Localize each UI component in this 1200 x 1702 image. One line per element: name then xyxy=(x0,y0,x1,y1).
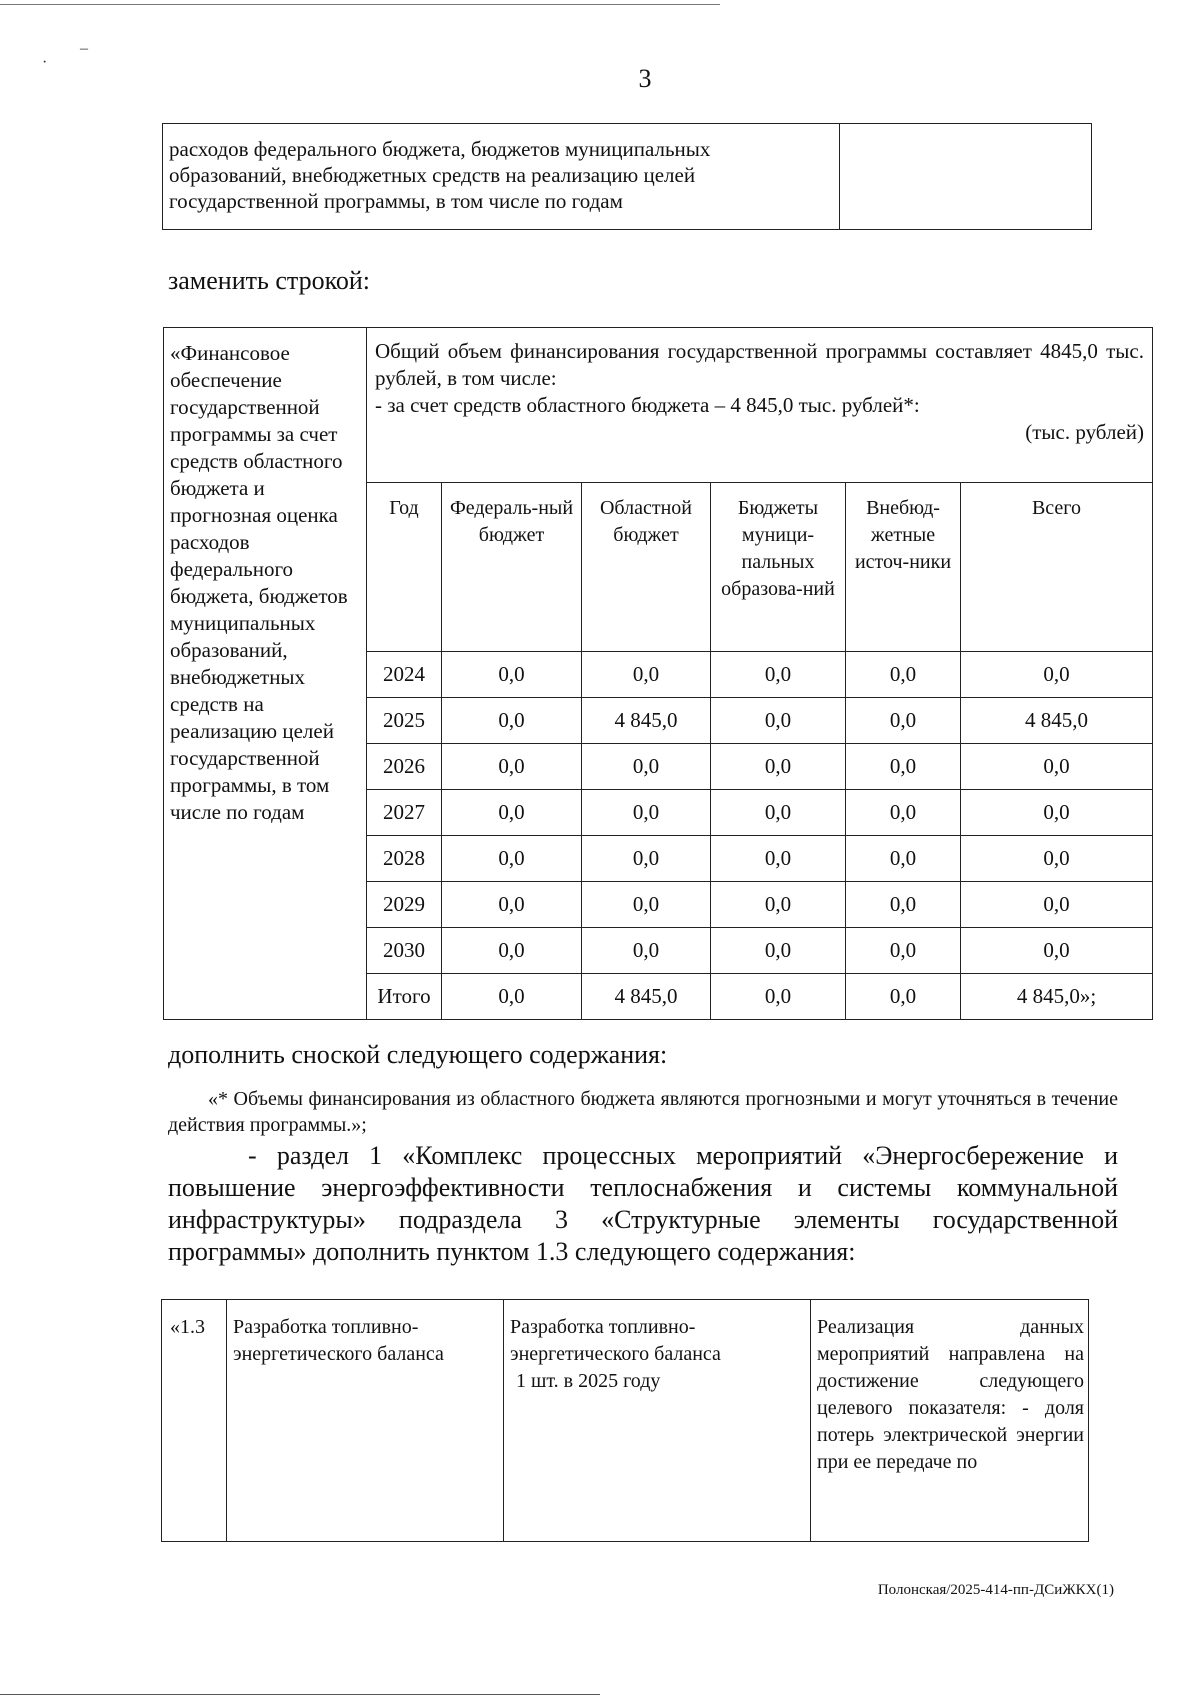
cell-regional: 0,0 xyxy=(582,927,711,973)
cell-municipal: 0,0 xyxy=(711,697,846,743)
financing-table xyxy=(163,327,1153,1020)
cell-regional: 4 845,0 xyxy=(582,973,711,1019)
cell-extrabudgetary: 0,0 xyxy=(846,835,961,881)
cell-total: 0,0 xyxy=(961,927,1153,973)
unit-label: (тыс. рублей) xyxy=(1025,420,1144,444)
cell-year: 2026 xyxy=(367,743,442,789)
cell-municipal: 0,0 xyxy=(711,881,846,927)
page-number: 3 xyxy=(638,64,652,93)
section-text: - раздел 1 «Комплекс процессных мероприятий «Энергосбережение и повышение энергоэффективности теплоснабжения и системы коммунальной инфраструктуры» подраздела 3 «Структурные элементы государственной программы» дополнить пунктом 1.3 следующего содержания: xyxy=(168,1141,1118,1266)
cell-year: 2030 xyxy=(367,927,442,973)
cell-municipal: 0,0 xyxy=(711,743,846,789)
item-description: Реализация данных мероприятий направлена на достижение следующего целевого показателя: - доля потерь электрической энергии при ее передаче по xyxy=(811,1300,1089,1542)
financing-row-label: «Финансовое обеспечение государственной программы за счет средств областного бюджета и прогнозная оценка расходов федерального бюджета, бюджетов муниципальных образований, внебюджетных средств на реализацию целей государственной программы, в том числе по годам xyxy=(164,328,367,1020)
cell-extrabudgetary: 0,0 xyxy=(846,881,961,927)
cell-total: 4 845,0 xyxy=(961,697,1153,743)
cell-regional: 0,0 xyxy=(582,835,711,881)
cell-year: 2028 xyxy=(367,835,442,881)
footnote-text: «* Объемы финансирования из областного бюджета являются прогнозными и могут уточняться в течение действия программы.»; xyxy=(168,1088,1118,1136)
header-total: Всего xyxy=(961,483,1153,652)
cell-federal: 0,0 xyxy=(442,743,582,789)
item-result-quantity: 1 шт. в 2025 году xyxy=(516,1370,661,1392)
scan-edge-bottom xyxy=(0,1694,600,1695)
cell-extrabudgetary: 0,0 xyxy=(846,743,961,789)
header-federal: Федераль-ный бюджет xyxy=(442,483,582,652)
cell-total: 0,0 xyxy=(961,881,1153,927)
cell-regional: 4 845,0 xyxy=(582,697,711,743)
financing-summary xyxy=(367,328,1153,483)
old-row-empty-cell xyxy=(840,124,1092,230)
cell-extrabudgetary: 0,0 xyxy=(846,973,961,1019)
cell-year: Итого xyxy=(367,973,442,1019)
cell-federal: 0,0 xyxy=(442,881,582,927)
cell-municipal: 0,0 xyxy=(711,973,846,1019)
cell-regional: 0,0 xyxy=(582,743,711,789)
structural-element-table xyxy=(161,1299,1089,1542)
add-footnote-label: дополнить сноской следующего содержания: xyxy=(168,1040,668,1069)
header-year: Год xyxy=(367,483,442,652)
document-id: Полонская/2025-414-пп-ДСиЖКХ(1) xyxy=(877,1582,1114,1598)
header-regional: Областной бюджет xyxy=(582,483,711,652)
cell-extrabudgetary: 0,0 xyxy=(846,651,961,697)
item-name: Разработка топливно-энергетического баланса xyxy=(227,1300,504,1542)
cell-year: 2024 xyxy=(367,651,442,697)
cell-federal: 0,0 xyxy=(442,697,582,743)
cell-regional: 0,0 xyxy=(582,789,711,835)
cell-federal: 0,0 xyxy=(442,651,582,697)
cell-regional: 0,0 xyxy=(582,881,711,927)
cell-year: 2025 xyxy=(367,697,442,743)
item-result-title: Разработка топливно-энергетического баланса xyxy=(510,1316,721,1365)
summary-regional: - за счет средств областного бюджета – 4 845,0 тыс. рублей*: xyxy=(375,393,920,417)
cell-federal: 0,0 xyxy=(442,927,582,973)
cell-federal: 0,0 xyxy=(442,789,582,835)
cell-total: 0,0 xyxy=(961,789,1153,835)
item-result xyxy=(504,1300,811,1542)
summary-total: Общий объем финансирования государственной программы составляет 4845,0 тыс. рублей, в том числе: xyxy=(375,339,1144,390)
header-municipal: Бюджеты муници-пальных образова-ний xyxy=(711,483,846,652)
cell-total: 0,0 xyxy=(961,743,1153,789)
cell-total: 4 845,0»; xyxy=(961,973,1153,1019)
cell-municipal: 0,0 xyxy=(711,835,846,881)
item-number: «1.3 xyxy=(162,1300,227,1542)
cell-year: 2027 xyxy=(367,789,442,835)
cell-municipal: 0,0 xyxy=(711,651,846,697)
scan-edge-top xyxy=(0,4,720,5)
cell-extrabudgetary: 0,0 xyxy=(846,697,961,743)
scan-mark: – xyxy=(80,40,88,57)
header-extrabudgetary: Внебюд-жетные источ-ники xyxy=(846,483,961,652)
cell-extrabudgetary: 0,0 xyxy=(846,927,961,973)
cell-total: 0,0 xyxy=(961,835,1153,881)
cell-federal: 0,0 xyxy=(442,835,582,881)
cell-extrabudgetary: 0,0 xyxy=(846,789,961,835)
scan-mark: · xyxy=(42,54,48,71)
cell-year: 2029 xyxy=(367,881,442,927)
old-row-text: расходов федерального бюджета, бюджетов муниципальных образований, внебюджетных средств на реализацию целей государственной программы, в том числе по годам xyxy=(163,124,840,230)
cell-municipal: 0,0 xyxy=(711,927,846,973)
cell-federal: 0,0 xyxy=(442,973,582,1019)
replace-label: заменить строкой: xyxy=(168,266,371,295)
cell-total: 0,0 xyxy=(961,651,1153,697)
cell-regional: 0,0 xyxy=(582,651,711,697)
cell-municipal: 0,0 xyxy=(711,789,846,835)
old-row-table xyxy=(162,123,1092,230)
